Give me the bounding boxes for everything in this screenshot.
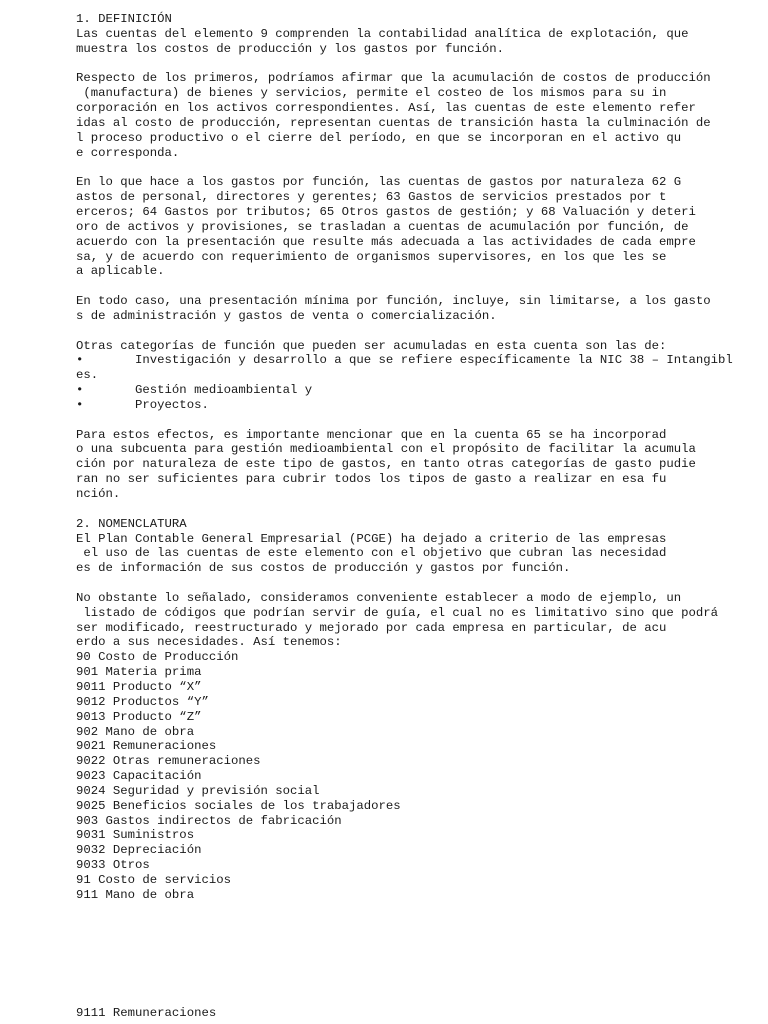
document-text-line: erceros; 64 Gastos por tributos; 65 Otros gastos de gestión; y 68 Valuación y deteri xyxy=(76,204,696,219)
document-text-line: En lo que hace a los gastos por función, las cuentas de gastos por naturaleza 62 G xyxy=(76,175,682,190)
document-text-line: No obstante lo señalado, consideramos conveniente establecer a modo de ejemplo, un xyxy=(76,590,682,605)
blank-line xyxy=(76,160,756,175)
blank-line xyxy=(76,502,756,517)
document-text-line: 9013 Producto “Z” xyxy=(76,709,202,724)
document-text-line: astos de personal, directores y gerentes; 63 Gastos de servicios prestados por t xyxy=(76,190,667,205)
document-text-line: sa, y de acuerdo con requerimiento de organismos supervisores, en los que les se xyxy=(76,249,667,264)
document-text-line: 9033 Otros xyxy=(76,858,150,873)
document-text-line: • Proyectos. xyxy=(76,397,209,412)
document-text-line: Otras categorías de función que pueden ser acumuladas en esta cuenta son las de: xyxy=(76,338,667,353)
document-text-line: 9021 Remuneraciones xyxy=(76,739,217,754)
blank-line xyxy=(76,324,756,339)
document-text-line: a aplicable. xyxy=(76,264,165,279)
document-text-line: 9023 Capacitación xyxy=(76,769,202,784)
document-text-line: (manufactura) de bienes y servicios, permite el costeo de los mismos para su in xyxy=(76,86,667,101)
document-text-line: • Gestión medioambiental y xyxy=(76,383,313,398)
document-text-line: 911 Mano de obra xyxy=(76,887,195,902)
document-text-line: 9022 Otras remuneraciones xyxy=(76,754,261,769)
document-text-line: 91 Costo de servicios xyxy=(76,872,231,887)
document-text-line: listado de códigos que podrían servir de guía, el cual no es limitativo sino que podrá xyxy=(76,605,719,620)
document-text-line: 9025 Beneficios sociales de los trabajadores xyxy=(76,798,401,813)
document-text-line: 9024 Seguridad y previsión social xyxy=(76,783,320,798)
document-text-line: el uso de las cuentas de este elemento con el objetivo que cubran las necesidad xyxy=(76,546,667,561)
document-text-line: l proceso productivo o el cierre del período, en que se incorporan en el activo qu xyxy=(76,130,682,145)
document-text-line: muestra los costos de producción y los gastos por función. xyxy=(76,41,505,56)
document-text-line: erdo a sus necesidades. Así tenemos: xyxy=(76,635,342,650)
document-text-line: • Investigación y desarrollo a que se refiere específicamente la NIC 38 – Intangibl xyxy=(76,353,733,368)
document-text-line: 901 Materia prima xyxy=(76,665,202,680)
document-text-line: 1. DEFINICIÓN xyxy=(76,12,172,26)
blank-line xyxy=(76,57,756,72)
document-text-line: es de información de sus costos de producción y gastos por función. xyxy=(76,561,571,576)
blank-line xyxy=(76,413,756,428)
document-text-line: 9032 Depreciación xyxy=(76,843,202,858)
document-text-line: 902 Mano de obra xyxy=(76,724,195,739)
document-text-line: es. xyxy=(76,368,99,383)
document-text-line: 9031 Suministros xyxy=(76,828,195,843)
document-body xyxy=(76,12,756,903)
document-text-line: 2. NOMENCLATURA xyxy=(76,516,187,531)
document-text-line: El Plan Contable General Empresarial (PCGE) ha dejado a criterio de las empresas xyxy=(76,531,667,546)
document-text-line: Para estos efectos, es importante mencionar que en la cuenta 65 se ha incorporad xyxy=(76,427,667,442)
document-text-line: Respecto de los primeros, podríamos afirmar que la acumulación de costos de producción xyxy=(76,71,711,86)
document-text-line: 90 Costo de Producción xyxy=(76,650,239,665)
document-text-line: corporación en los activos correspondientes. Así, las cuentas de este elemento refer xyxy=(76,101,696,116)
document-text-line: 903 Gastos indirectos de fabricación xyxy=(76,813,342,828)
document-text-line: acuerdo con la presentación que resulte más adecuada a las actividades de cada empre xyxy=(76,234,696,249)
document-text-line: 9111 Remuneraciones xyxy=(76,1006,217,1020)
blank-line xyxy=(76,279,756,294)
document-page-bottom-text xyxy=(76,1006,756,1021)
document-text-line: o una subcuenta para gestión medioambiental con el propósito de facilitar la acumula xyxy=(76,442,696,457)
document-text-line: 9011 Producto “X” xyxy=(76,679,202,694)
document-text-line: oro de activos y provisiones, se trasladan a cuentas de acumulación por función, de xyxy=(76,219,689,234)
document-text-line: ser modificado, reestructurado y mejorado por cada empresa en particular, de acu xyxy=(76,620,667,635)
document-text-line: En todo caso, una presentación mínima por función, incluye, sin limitarse, a los gasto xyxy=(76,294,711,309)
document-text-line: Las cuentas del elemento 9 comprenden la contabilidad analítica de explotación, que xyxy=(76,26,689,41)
document-text-line: ción por naturaleza de este tipo de gastos, en tanto otras categorías de gasto pudie xyxy=(76,457,696,472)
document-text-line: s de administración y gastos de venta o comercialización. xyxy=(76,308,497,323)
document-text-line: ran no ser suficientes para cubrir todos los tipos de gasto a realizar en esa fu xyxy=(76,472,667,487)
document-text-line: 9012 Productos “Y” xyxy=(76,694,209,709)
document-text-line: e corresponda. xyxy=(76,145,180,160)
document-text-line: nción. xyxy=(76,487,121,501)
document-text-line: idas al costo de producción, representan cuentas de transición hasta la culminación de xyxy=(76,115,711,130)
blank-line xyxy=(76,576,756,591)
